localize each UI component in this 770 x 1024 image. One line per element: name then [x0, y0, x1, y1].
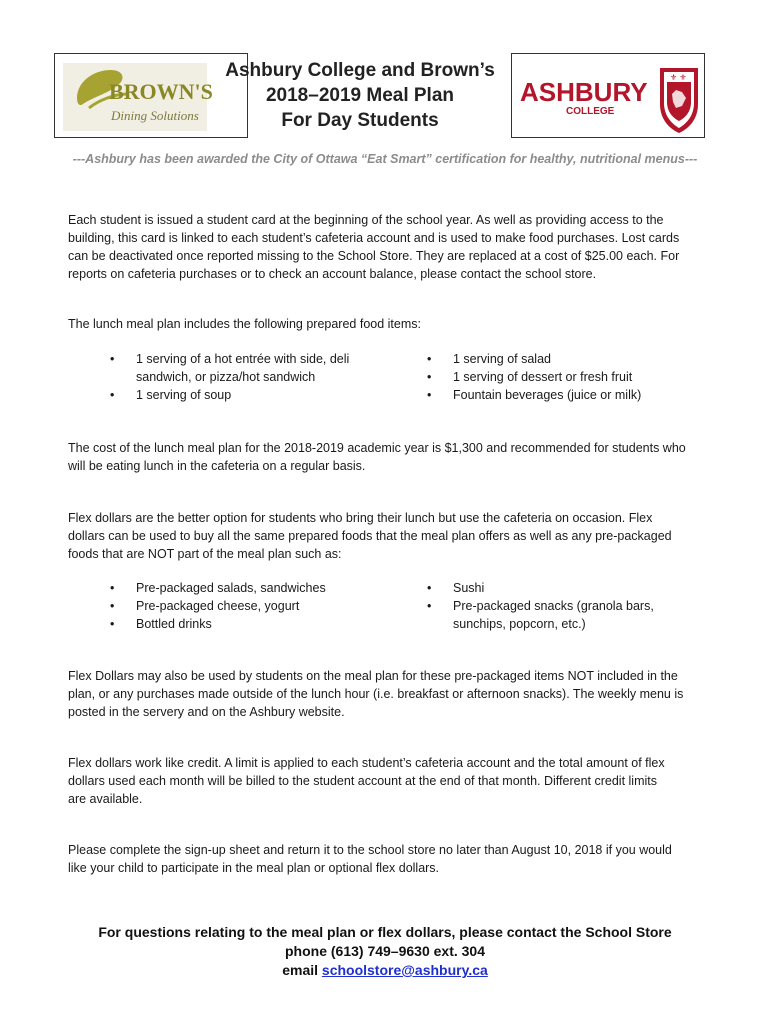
- paragraph-flex-dollars: [68, 509, 708, 563]
- text-line: are available.: [68, 792, 143, 806]
- bullet-icon: •: [427, 581, 432, 595]
- text-line: dollars used each month will be billed to the student account at the end of that month. Different credit limits: [68, 774, 657, 788]
- list-item: • 1 serving of dessert or fresh fruit: [427, 370, 633, 384]
- flex-items-left-list: [108, 579, 408, 633]
- text-line: can be deactivated once reported missing to the School Store. They are replaced at a cost of $25.00 each. For: [68, 249, 680, 263]
- text-line: foods that are NOT part of the meal plan such as:: [68, 547, 342, 561]
- text-line: Each student is issued a student card at the beginning of the school year. As well as providing access to the: [68, 213, 664, 227]
- bullet-icon: •: [110, 581, 115, 595]
- list-item: • Bottled drinks: [110, 617, 212, 631]
- title-line: 2018–2019 Meal Plan: [265, 85, 455, 106]
- contact-phone: phone (613) 749–9630 ext. 304: [284, 943, 485, 959]
- title-line: Ashbury College and Brown’s: [225, 60, 495, 81]
- text-line: reports on cafeteria purchases or to check an account balance, please contact the school store.: [68, 267, 597, 281]
- bullet-icon: •: [427, 599, 432, 613]
- text-line: will be eating lunch in the cafeteria on a regular basis.: [68, 459, 366, 473]
- ashbury-logo: [512, 54, 704, 137]
- text-line: posted in the servery and on the Ashbury website.: [68, 705, 345, 719]
- ashbury-crest-icon: [660, 68, 698, 133]
- paragraph-meal-plan-cost: [68, 439, 708, 475]
- text-line: dollars can be used to buy all the same prepared foods that the meal plan offers as well as any pre-packaged: [68, 529, 672, 543]
- lunch-items-right-list: [425, 350, 725, 404]
- text-line: The lunch meal plan includes the following prepared food items:: [68, 317, 421, 331]
- text-line: Flex dollars work like credit. A limit is applied to each student’s cafeteria account and the total amount of flex: [68, 756, 665, 770]
- ashbury-logo-name: ASHBURY: [520, 77, 648, 107]
- bullet-icon: •: [110, 599, 115, 613]
- list-item: • Pre-packaged snacks (granola bars, sunchips, popcorn, etc.): [427, 599, 654, 631]
- bullet-icon: •: [427, 352, 432, 366]
- svg-text:⚜ ⚜: ⚜ ⚜: [670, 73, 687, 82]
- paragraph-student-card: [68, 211, 708, 283]
- text-line: Flex dollars are the better option for students who bring their lunch but use the cafeteria on occasion. Flex: [68, 511, 653, 525]
- email-label: email: [282, 962, 322, 978]
- browns-logo-sub: Dining Solutions: [111, 108, 199, 123]
- contact-email-row: [40, 961, 730, 980]
- contact-heading: For questions relating to the meal plan or flex dollars, please contact the School Store: [98, 924, 672, 940]
- text-line: like your child to participate in the meal plan or optional flex dollars.: [68, 861, 440, 875]
- text-line: Please complete the sign-up sheet and return it to the school store no later than August 10, 2018 if you would: [68, 843, 672, 857]
- ashbury-logo-sub: COLLEGE: [566, 106, 615, 117]
- bullet-icon: •: [110, 617, 115, 631]
- ashbury-logo-box: [511, 53, 705, 138]
- paragraph-flex-usage: [68, 667, 708, 721]
- list-item: • Pre-packaged cheese, yogurt: [110, 599, 300, 613]
- list-item: • 1 serving of soup: [110, 388, 232, 402]
- text-line: building, this card is linked to each student’s cafeteria account and is used to make food purchases. Lost cards: [68, 231, 680, 245]
- list-item: • 1 serving of salad: [427, 352, 551, 366]
- tagline: ---Ashbury has been awarded the City of Ottawa “Eat Smart” certification for healthy, nutritional menus---: [72, 152, 698, 166]
- bullet-icon: •: [110, 388, 115, 402]
- browns-logo-name: BROWN'S: [109, 79, 213, 104]
- contact-footer: [40, 923, 730, 980]
- flex-items-right-list: [425, 579, 725, 633]
- list-item: • Sushi: [427, 581, 485, 595]
- email-link[interactable]: schoolstore@ashbury.ca: [321, 962, 488, 978]
- bullet-icon: •: [427, 370, 432, 384]
- bullet-icon: •: [427, 388, 432, 402]
- paragraph-lunch-intro: [68, 315, 708, 333]
- list-item: • 1 serving of a hot entrée with side, deli sandwich, or pizza/hot sandwich: [110, 352, 350, 384]
- text-line: The cost of the lunch meal plan for the 2018-2019 academic year is $1,300 and recommended for students who: [68, 441, 686, 455]
- paragraph-signup: [68, 841, 708, 877]
- text-line: Flex Dollars may also be used by students on the meal plan for these pre-packaged items NOT included in the: [68, 669, 678, 683]
- bullet-icon: •: [110, 352, 115, 366]
- page-title: [215, 58, 505, 133]
- text-line: plan, or any purchases made outside of the lunch hour (i.e. breakfast or afternoon snacks). The weekly menu is: [68, 687, 684, 701]
- lunch-items-left-list: [108, 350, 408, 404]
- list-item: • Fountain beverages (juice or milk): [427, 388, 642, 402]
- list-item: • Pre-packaged salads, sandwiches: [110, 581, 326, 595]
- paragraph-flex-credit: [68, 754, 708, 808]
- title-line: For Day Students: [281, 110, 439, 131]
